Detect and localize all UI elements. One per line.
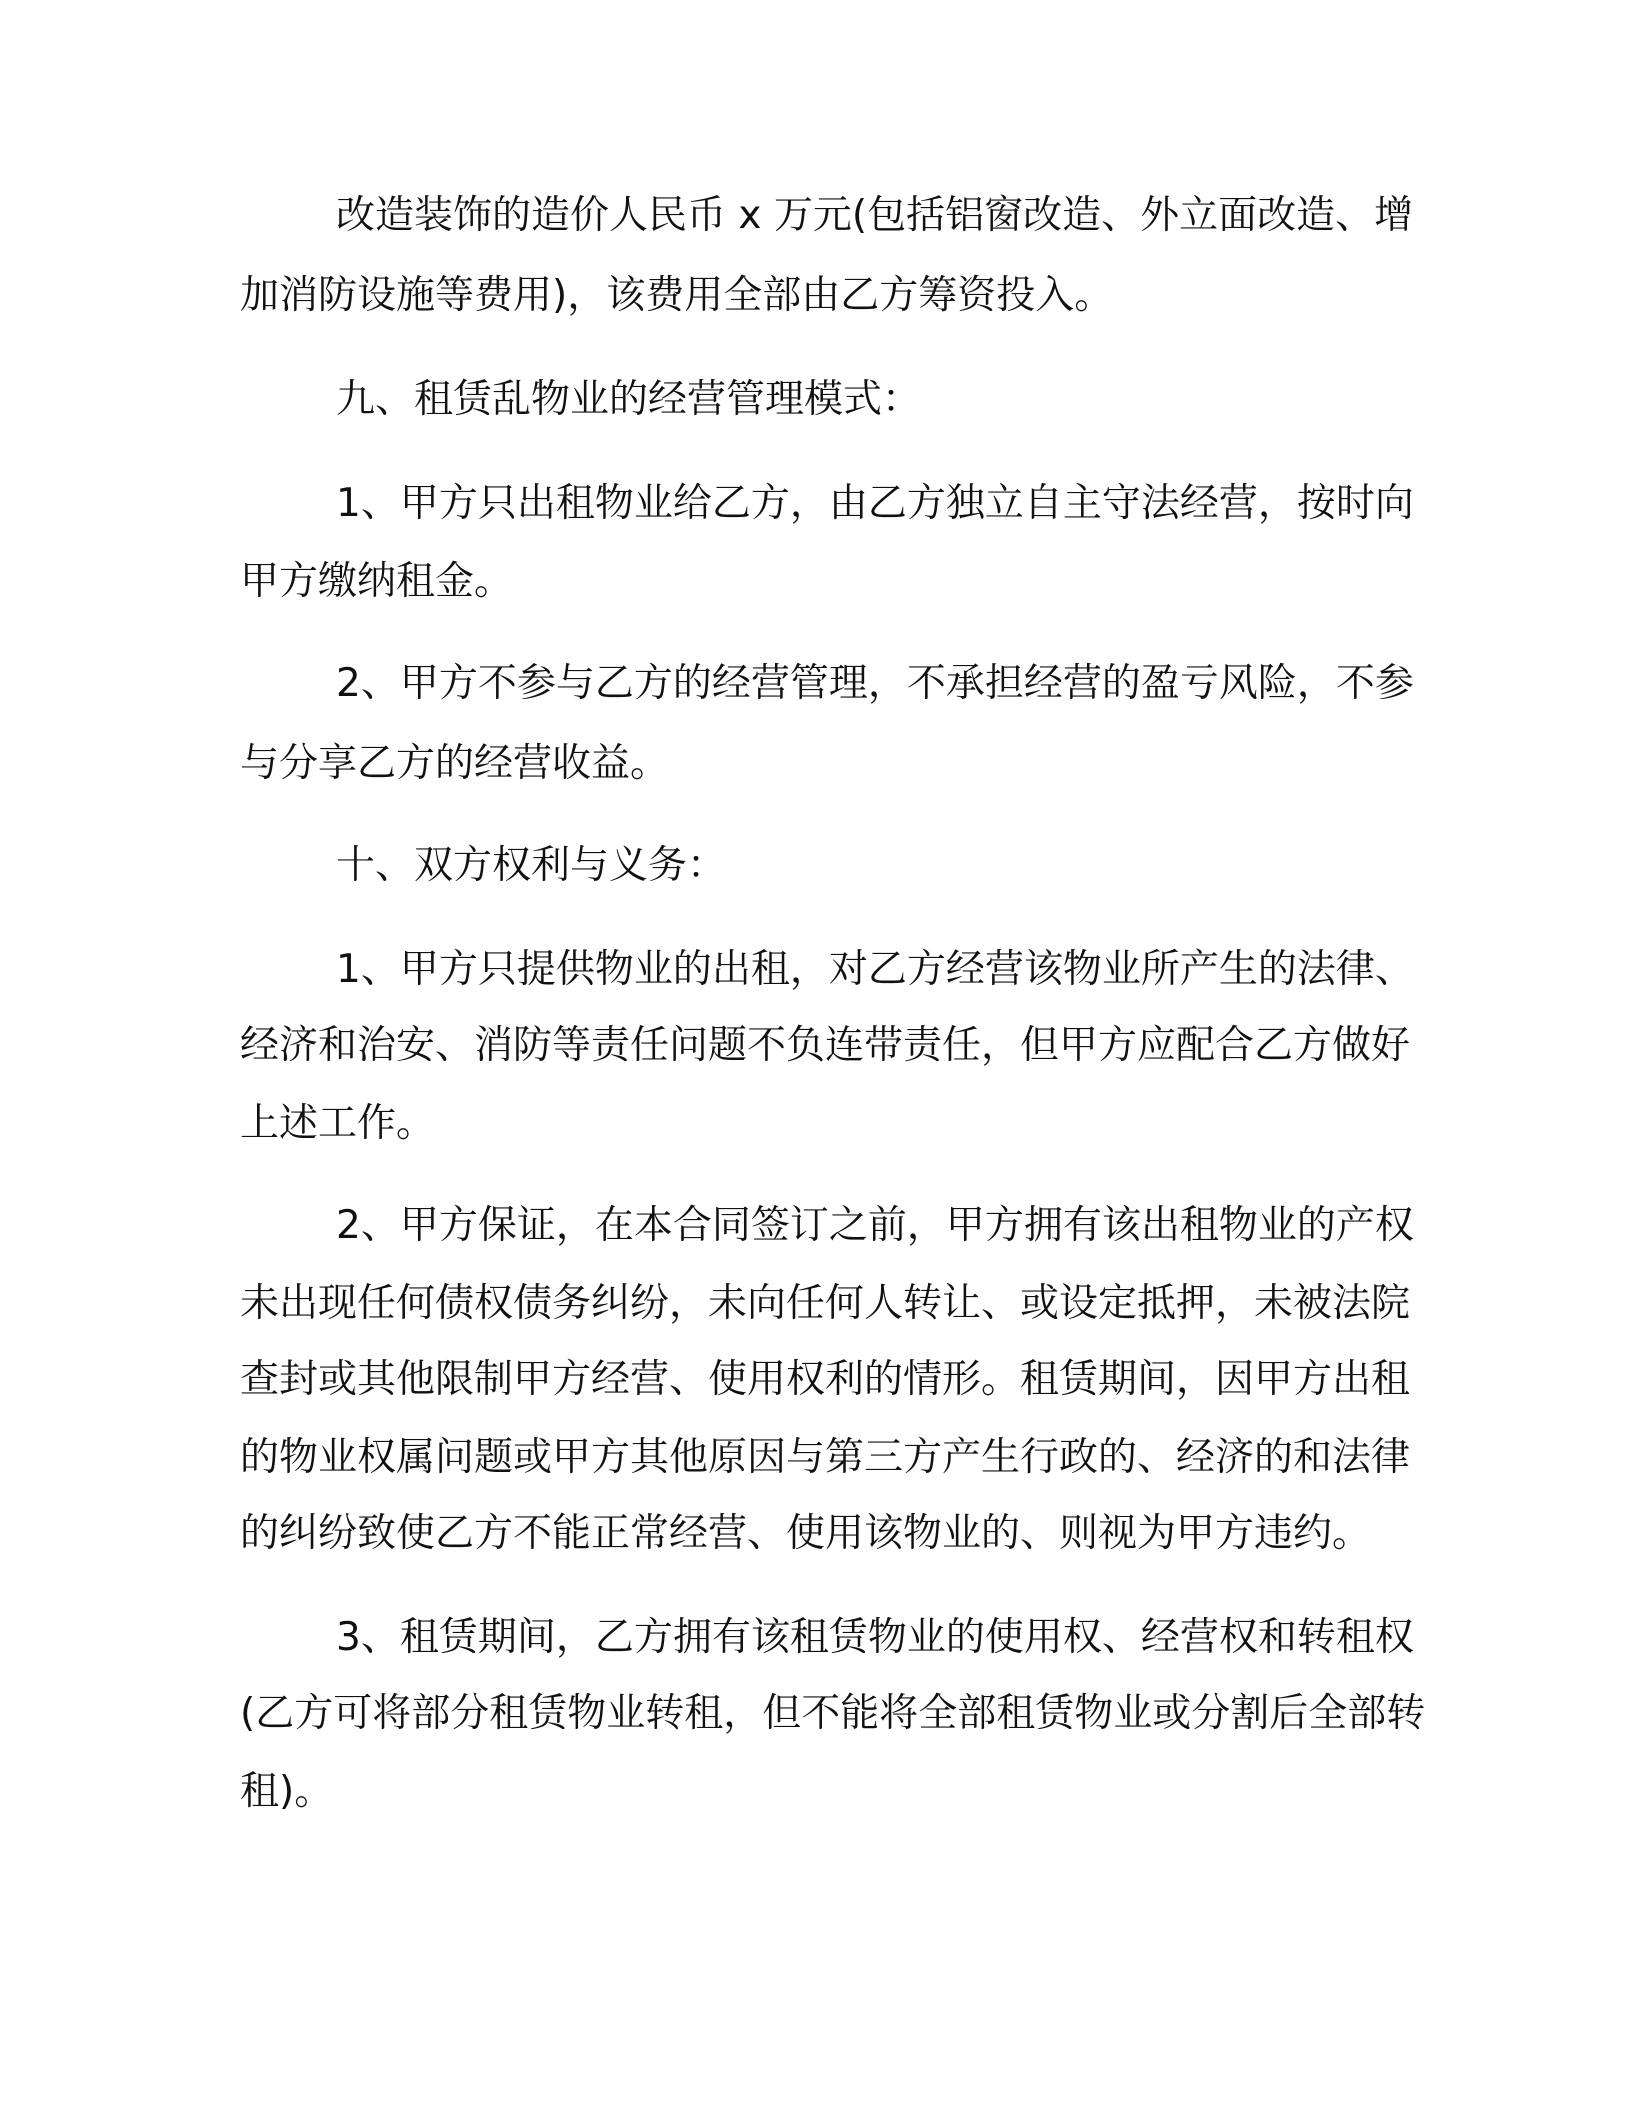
clause-9-1-line-1: 1、甲方只出租物业给乙方，由乙方独立自主守法经营，按时向 <box>336 481 1414 526</box>
clause-10-3-line-3: 租)。 <box>240 1769 334 1814</box>
paragraph-1-line-1: 改造装饰的造价人民币 x 万元(包括铝窗改造、外立面改造、增 <box>336 193 1414 238</box>
clause-10-2-line-3: 查封或其他限制甲方经营、使用权利的情形。租赁期间，因甲方出租 <box>240 1357 1411 1402</box>
clause-10-1-line-3: 上述工作。 <box>240 1101 436 1146</box>
clause-10-3-line-2: (乙方可将部分租赁物业转租，但不能将全部租赁物业或分割后全部转 <box>240 1691 1426 1736</box>
clause-9-2-line-2: 与分享乙方的经营收益。 <box>240 741 670 786</box>
clause-10-2-line-5: 的纠纷致使乙方不能正常经营、使用该物业的、则视为甲方违约。 <box>240 1511 1372 1556</box>
paragraph-1-line-2: 加消防设施等费用)，该费用全部由乙方筹资投入。 <box>240 273 1114 318</box>
clause-10-1-line-2: 经济和治安、消防等责任问题不负连带责任，但甲方应配合乙方做好 <box>240 1023 1411 1068</box>
clause-9-2-line-1: 2、甲方不参与乙方的经营管理，不承担经营的盈亏风险，不参 <box>336 661 1414 706</box>
clause-9-1-line-2: 甲方缴纳租金。 <box>240 559 514 604</box>
clause-10-1-line-1: 1、甲方只提供物业的出租，对乙方经营该物业所产生的法律、 <box>336 947 1414 992</box>
section-10-heading: 十、双方权利与义务： <box>336 843 727 888</box>
clause-10-2-line-4: 的物业权属问题或甲方其他原因与第三方产生行政的、经济的和法律 <box>240 1435 1411 1480</box>
clause-10-2-line-1: 2、甲方保证，在本合同签订之前，甲方拥有该出租物业的产权 <box>336 1203 1414 1248</box>
clause-10-2-line-2: 未出现任何债权债务纠纷，未向任何人转让、或设定抵押，未被法院 <box>240 1281 1411 1326</box>
document-page <box>240 0 1426 2112</box>
clause-10-3-line-1: 3、租赁期间，乙方拥有该租赁物业的使用权、经营权和转租权 <box>336 1615 1414 1660</box>
section-9-heading: 九、租赁乱物业的经营管理模式： <box>336 377 922 422</box>
